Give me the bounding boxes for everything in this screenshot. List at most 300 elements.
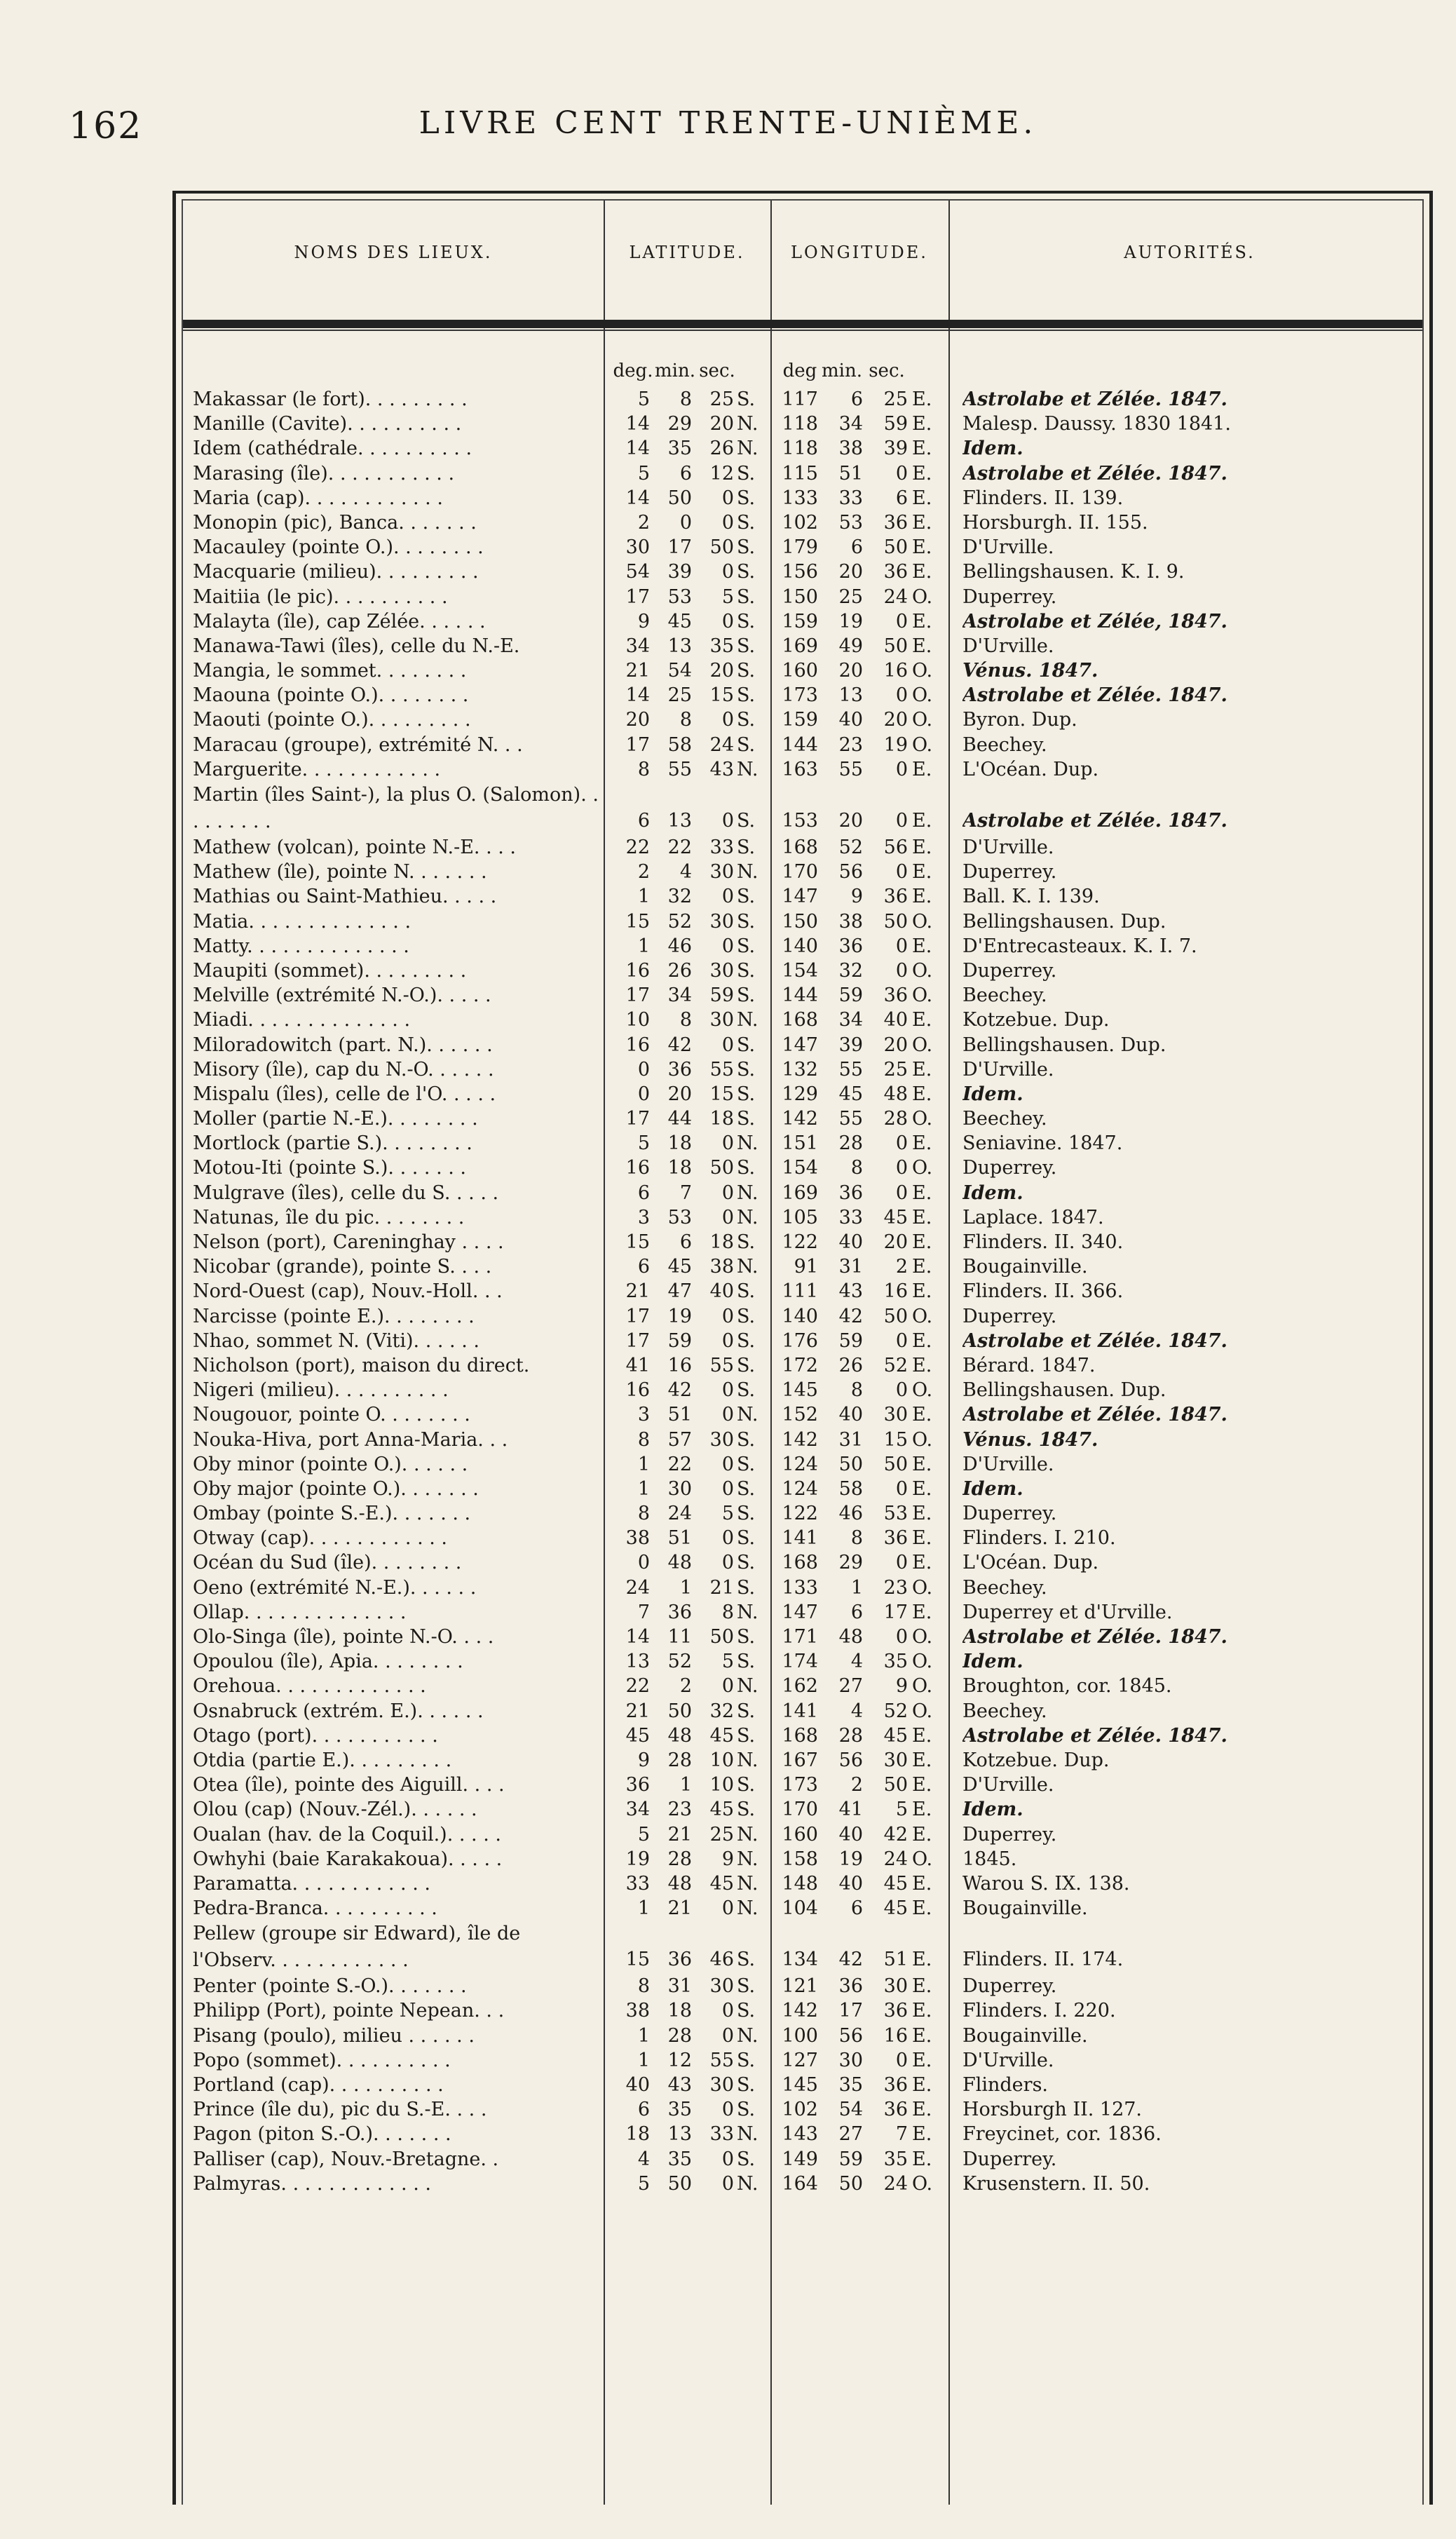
cell-authority: Duperrey. — [962, 1823, 1057, 1846]
cell-lat-sec: 55 — [709, 2049, 734, 2071]
cell-name: Monopin (pic), Banca. . . . . . . — [193, 511, 477, 534]
cell-lon-sec: 0 — [895, 1182, 908, 1204]
cell-lat-deg: 6 — [637, 2099, 650, 2121]
cell-lat-sec: 0 — [721, 1675, 734, 1698]
cell-lat-sec: 5 — [721, 1503, 734, 1525]
cell-lat-hemisphere: N. — [737, 1132, 758, 1155]
cell-lat-min: 47 — [667, 1280, 692, 1303]
cell-lon-min: 31 — [838, 1256, 863, 1278]
table-row — [183, 1254, 1422, 1279]
table-row — [183, 1082, 1422, 1106]
cell-lat-sec: 0 — [721, 886, 734, 908]
table-row — [183, 1748, 1422, 1773]
cell-name: Ollap. . . . . . . . . . . . . . — [193, 1601, 407, 1623]
cell-lon-direction: O. — [912, 1379, 933, 1402]
cell-lon-sec: 0 — [895, 2049, 908, 2071]
cell-lon-sec: 16 — [883, 1280, 908, 1303]
cell-lat-deg: 22 — [625, 1675, 650, 1698]
cell-lat-hemisphere: S. — [737, 1379, 756, 1402]
cell-lat-hemisphere: S. — [737, 1651, 756, 1673]
cell-lon-sec: 36 — [883, 2074, 908, 2096]
table-row — [183, 1452, 1422, 1477]
table-body — [183, 387, 1422, 2196]
table-header — [183, 243, 1422, 271]
cell-authority: Laplace. 1847. — [962, 1206, 1104, 1228]
cell-lon-direction: E. — [912, 511, 932, 534]
cell-lat-deg: 18 — [625, 2123, 650, 2146]
cell-lon-sec: 42 — [883, 1823, 908, 1846]
cell-lon-direction: E. — [912, 1329, 932, 1352]
cell-lat-sec: 0 — [721, 1404, 734, 1426]
cell-lon-min: 36 — [838, 1975, 863, 1998]
cell-lat-hemisphere: N. — [737, 1404, 758, 1426]
cell-authority: Horsburgh II. 127. — [962, 2099, 1143, 2121]
table-row — [183, 835, 1422, 860]
table-row — [183, 1576, 1422, 1600]
cell-lat-deg: 14 — [625, 413, 650, 435]
table-row — [183, 1998, 1422, 2023]
cell-lon-direction: O. — [912, 1305, 933, 1327]
cell-lon-deg: 144 — [782, 733, 818, 756]
cell-name: Marguerite. . . . . . . . . . . . — [193, 758, 441, 780]
cell-lat-min: 18 — [667, 1157, 692, 1179]
table-row — [183, 1699, 1422, 1724]
cell-lat-hemisphere: S. — [737, 1354, 756, 1376]
cell-authority: L'Océan. Dup. — [962, 1552, 1099, 1574]
cell-lon-deg: 122 — [782, 1503, 818, 1525]
cell-lon-deg: 91 — [794, 1256, 818, 1278]
cell-lat-deg: 16 — [625, 1157, 650, 1179]
cell-lat-min: 21 — [667, 1823, 692, 1846]
cell-name: Philipp (Port), pointe Nepean. . . — [193, 2000, 505, 2022]
cell-lon-direction: E. — [912, 1453, 932, 1475]
cell-lon-deg: 100 — [782, 2024, 818, 2047]
cell-lon-deg: 159 — [782, 610, 818, 632]
cell-authority: Bougainville. — [962, 1256, 1088, 1278]
cell-lat-sec: 0 — [721, 1182, 734, 1204]
cell-lon-sec: 15 — [883, 1428, 908, 1451]
cell-lat-min: 50 — [667, 487, 692, 509]
cell-lat-min: 30 — [667, 1477, 692, 1500]
cell-name: Otdia (partie E.). . . . . . . . . — [193, 1749, 452, 1771]
table-row — [183, 1871, 1422, 1896]
table-row — [183, 1477, 1422, 1501]
cell-lat-min: 43 — [667, 2074, 692, 2096]
cell-lon-sec: 28 — [883, 1108, 908, 1130]
cell-lat-sec: 0 — [721, 1453, 734, 1475]
cell-lat-min: 20 — [667, 1083, 692, 1105]
cell-name: Macquarie (milieu). . . . . . . . . — [193, 561, 479, 583]
cell-lat-min: 53 — [667, 1206, 692, 1228]
cell-authority: Flinders. I. 210. — [962, 1527, 1116, 1550]
cell-lat-hemisphere: S. — [737, 935, 756, 957]
cell-name: Oby major (pointe O.). . . . . . . — [193, 1477, 479, 1500]
cell-lon-direction: E. — [912, 1231, 932, 1253]
cell-authority: D'Urville. — [962, 536, 1054, 559]
table-row — [183, 1501, 1422, 1526]
cell-lon-min: 41 — [838, 1799, 863, 1821]
cell-lat-sec: 50 — [709, 1157, 734, 1179]
cell-lat-min: 54 — [667, 660, 692, 682]
cell-lon-min: 38 — [838, 910, 863, 933]
unit-lon-sec: sec. — [869, 360, 905, 381]
cell-lat-sec: 26 — [709, 438, 734, 460]
cell-lon-sec: 7 — [895, 2123, 908, 2146]
cell-lon-deg: 151 — [782, 1132, 818, 1155]
cell-authority: Beechey. — [962, 1108, 1047, 1130]
cell-lat-min: 48 — [667, 1552, 692, 1574]
cell-lat-sec: 45 — [709, 1872, 734, 1895]
cell-lat-min: 7 — [679, 1182, 692, 1204]
cell-name: Mulgrave (îles), celle du S. . . . . — [193, 1182, 499, 1204]
cell-lon-deg: 140 — [782, 1305, 818, 1327]
cell-name: Pagon (piton S.-O.). . . . . . . — [193, 2123, 451, 2146]
cell-lat-sec: 0 — [721, 1206, 734, 1228]
cell-name: Motou-Iti (pointe S.). . . . . . . — [193, 1157, 466, 1179]
unit-lat-sec: sec. — [699, 360, 735, 381]
cell-lon-min: 26 — [838, 1354, 863, 1376]
cell-name: Penter (pointe S.-O.). . . . . . . — [193, 1975, 467, 1998]
table-row — [183, 2172, 1422, 2196]
cell-lat-deg: 24 — [625, 1576, 650, 1599]
cell-lat-hemisphere: S. — [737, 709, 756, 731]
cell-lat-min: 18 — [667, 1132, 692, 1155]
cell-lon-direction: E. — [912, 758, 932, 780]
cell-lat-deg: 0 — [637, 1552, 650, 1574]
table-row — [183, 1550, 1422, 1575]
cell-name: Nigeri (milieu). . . . . . . . . . — [193, 1379, 449, 1402]
cell-lon-deg: 148 — [782, 1872, 818, 1895]
cell-authority: Bellingshausen. Dup. — [962, 1034, 1166, 1056]
cell-lat-deg: 38 — [625, 1527, 650, 1550]
cell-lon-sec: 50 — [883, 635, 908, 657]
cell-lat-hemisphere: S. — [737, 1157, 756, 1179]
table-row — [183, 1773, 1422, 1797]
cell-lat-min: 59 — [667, 1329, 692, 1352]
coordinates-table — [172, 191, 1433, 2505]
cell-lon-min: 55 — [838, 1108, 863, 1130]
table-row — [183, 412, 1422, 436]
cell-lat-sec: 0 — [721, 1897, 734, 1920]
table-row — [183, 535, 1422, 560]
cell-lat-min: 32 — [667, 886, 692, 908]
cell-lon-deg: 153 — [782, 810, 818, 832]
cell-lat-min: 17 — [667, 536, 692, 559]
cell-lon-min: 54 — [838, 2099, 863, 2121]
cell-lon-min: 50 — [838, 1453, 863, 1475]
cell-name: Palmyras. . . . . . . . . . . . . — [193, 2172, 431, 2195]
cell-lon-min: 40 — [838, 1823, 863, 1846]
cell-lon-sec: 56 — [883, 837, 908, 858]
cell-authority: Astrolabe et Zélée. 1847. — [962, 388, 1227, 410]
header-authorities: AUTORITÉS. — [1124, 243, 1256, 262]
cell-lon-deg: 162 — [782, 1675, 818, 1698]
cell-lon-deg: 129 — [782, 1083, 818, 1105]
table-row — [183, 909, 1422, 934]
cell-lon-deg: 170 — [782, 1799, 818, 1821]
cell-lat-sec: 50 — [709, 1626, 734, 1648]
cell-lat-hemisphere: S. — [737, 1058, 756, 1081]
unit-lon-min: min. — [822, 360, 862, 381]
cell-lon-sec: 23 — [883, 1576, 908, 1599]
cell-lat-hemisphere: S. — [737, 837, 756, 858]
cell-lat-sec: 0 — [721, 1034, 734, 1056]
cell-lat-min: 31 — [667, 1975, 692, 1998]
cell-name: Nouka-Hiva, port Anna-Maria. . . — [193, 1428, 508, 1451]
table-row — [183, 1974, 1422, 1998]
cell-name: Macauley (pointe O.). . . . . . . . — [193, 536, 484, 559]
table-row — [183, 860, 1422, 884]
cell-lat-deg: 15 — [625, 1949, 650, 1971]
cell-name: Portland (cap). . . . . . . . . . — [193, 2074, 444, 2096]
table-inner-frame — [182, 199, 1424, 2505]
cell-lon-deg: 156 — [782, 561, 818, 583]
table-row — [183, 2048, 1422, 2073]
cell-lat-sec: 10 — [709, 1749, 734, 1771]
table-row — [183, 1181, 1422, 1205]
cell-lat-min: 44 — [667, 1108, 692, 1130]
cell-lon-direction: E. — [912, 1975, 932, 1998]
cell-lon-sec: 52 — [883, 1354, 908, 1376]
cell-lon-deg: 104 — [782, 1897, 818, 1920]
cell-lat-hemisphere: S. — [737, 810, 756, 832]
cell-lon-min: 20 — [838, 561, 863, 583]
cell-lat-hemisphere: S. — [737, 1231, 756, 1253]
cell-lat-sec: 0 — [721, 561, 734, 583]
cell-lon-direction: E. — [912, 1503, 932, 1525]
cell-lon-sec: 45 — [883, 1872, 908, 1895]
cell-lat-hemisphere: S. — [737, 610, 756, 632]
cell-authority: Flinders. II. 174. — [962, 1949, 1124, 1971]
cell-lon-direction: E. — [912, 861, 932, 883]
cell-lon-sec: 0 — [895, 758, 908, 780]
cell-lon-min: 19 — [838, 1848, 863, 1870]
cell-lat-sec: 5 — [721, 1651, 734, 1673]
cell-lat-min: 50 — [667, 1700, 692, 1722]
cell-lon-sec: 51 — [883, 1949, 908, 1971]
cell-name: Orehoua. . . . . . . . . . . . . — [193, 1675, 426, 1698]
cell-authority: Bougainville. — [962, 1897, 1088, 1920]
cell-lon-deg: 168 — [782, 1724, 818, 1747]
cell-authority: Bellingshausen. Dup. — [962, 910, 1166, 933]
cell-lon-min: 55 — [838, 758, 863, 780]
cell-lat-hemisphere: S. — [737, 684, 756, 707]
cell-lat-min: 22 — [667, 1453, 692, 1475]
cell-lon-deg: 169 — [782, 1182, 818, 1204]
cell-lat-min: 18 — [667, 2000, 692, 2022]
cell-lon-sec: 2 — [895, 1256, 908, 1278]
cell-lat-deg: 40 — [625, 2074, 650, 2096]
cell-name: Moller (partie N.-E.). . . . . . . . — [193, 1108, 478, 1130]
cell-lat-deg: 20 — [625, 709, 650, 731]
cell-lat-hemisphere: N. — [737, 861, 758, 883]
cell-lat-sec: 25 — [709, 1823, 734, 1846]
table-row — [183, 2097, 1422, 2122]
cell-lon-min: 56 — [838, 861, 863, 883]
cell-lat-hemisphere: S. — [737, 1949, 756, 1971]
cell-lon-deg: 149 — [782, 2148, 818, 2170]
cell-lat-sec: 15 — [709, 1083, 734, 1105]
table-row — [183, 609, 1422, 634]
cell-lat-min: 36 — [667, 1601, 692, 1623]
cell-lon-sec: 52 — [883, 1700, 908, 1722]
cell-lat-sec: 30 — [709, 910, 734, 933]
cell-lon-direction: E. — [912, 1601, 932, 1623]
cell-lat-sec: 32 — [709, 1700, 734, 1722]
cell-lon-deg: 154 — [782, 1157, 818, 1179]
cell-lon-min: 4 — [850, 1651, 863, 1673]
cell-lat-deg: 19 — [625, 1848, 650, 1870]
table-row — [183, 634, 1422, 658]
cell-lon-sec: 0 — [895, 1132, 908, 1155]
cell-authority: Bellingshausen. K. I. 9. — [962, 561, 1185, 583]
cell-name: Nhao, sommet N. (Viti). . . . . . — [193, 1329, 479, 1352]
cell-lon-direction: E. — [912, 388, 932, 410]
cell-lon-sec: 6 — [895, 487, 908, 509]
cell-lon-deg: 124 — [782, 1477, 818, 1500]
cell-lat-hemisphere: S. — [737, 388, 756, 410]
cell-lat-deg: 8 — [637, 758, 650, 780]
cell-lon-direction: O. — [912, 1675, 933, 1698]
cell-name: Misory (île), cap du N.-O. . . . . . — [193, 1058, 494, 1081]
cell-lon-sec: 24 — [883, 1848, 908, 1870]
cell-lon-min: 55 — [838, 1058, 863, 1081]
cell-lon-direction: E. — [912, 1749, 932, 1771]
table-row — [183, 1131, 1422, 1156]
cell-lat-sec: 0 — [721, 935, 734, 957]
cell-name: Mathias ou Saint-Mathieu. . . . . — [193, 886, 497, 908]
cell-lat-hemisphere: S. — [737, 1774, 756, 1796]
cell-lat-min: 6 — [679, 1231, 692, 1253]
cell-name: Owhyhi (baie Karakakoua). . . . . — [193, 1848, 503, 1870]
cell-lon-min: 39 — [838, 1034, 863, 1056]
cell-lon-sec: 39 — [883, 438, 908, 460]
table-row — [183, 1822, 1422, 1847]
cell-lat-sec: 40 — [709, 1280, 734, 1303]
cell-lon-deg: 160 — [782, 1823, 818, 1846]
cell-lon-min: 8 — [850, 1157, 863, 1179]
cell-lon-sec: 0 — [895, 935, 908, 957]
cell-lat-deg: 0 — [637, 1083, 650, 1105]
cell-name: Nelson (port), Careninghay . . . . — [193, 1231, 504, 1253]
cell-lat-hemisphere: S. — [737, 1626, 756, 1648]
cell-lon-direction: O. — [912, 733, 933, 756]
cell-lon-direction: O. — [912, 910, 933, 933]
cell-lon-deg: 117 — [782, 388, 818, 410]
cell-lat-hemisphere: S. — [737, 1453, 756, 1475]
cell-authority: Ball. K. I. 139. — [962, 886, 1100, 908]
cell-lat-deg: 1 — [637, 1897, 650, 1920]
cell-lat-deg: 15 — [625, 1231, 650, 1253]
cell-authority: Flinders. I. 220. — [962, 2000, 1116, 2022]
cell-lon-direction: E. — [912, 1132, 932, 1155]
cell-lon-sec: 25 — [883, 1058, 908, 1081]
cell-lon-deg: 154 — [782, 959, 818, 982]
cell-lon-min: 59 — [838, 2148, 863, 2170]
cell-lon-direction: E. — [912, 2000, 932, 2022]
cell-lon-min: 59 — [838, 1329, 863, 1352]
cell-lat-hemisphere: N. — [737, 2024, 758, 2047]
table-row — [183, 486, 1422, 510]
cell-name: Maracau (groupe), extrémité N. . . — [193, 733, 523, 756]
cell-name: Nord-Ouest (cap), Nouv.-Holl. . . — [193, 1280, 503, 1303]
cell-lat-min: 24 — [667, 1503, 692, 1525]
cell-lon-deg: 174 — [782, 1651, 818, 1673]
cell-lat-deg: 0 — [637, 1058, 650, 1081]
cell-lon-deg: 172 — [782, 1354, 818, 1376]
cell-lon-direction: E. — [912, 1799, 932, 1821]
cell-lat-sec: 59 — [709, 984, 734, 1007]
cell-lat-deg: 2 — [637, 511, 650, 534]
cell-lat-min: 8 — [679, 709, 692, 731]
cell-lat-deg: 17 — [625, 585, 650, 608]
cell-lon-deg: 134 — [782, 1949, 818, 1971]
table-row — [183, 2024, 1422, 2048]
cell-lon-sec: 50 — [883, 1453, 908, 1475]
cell-lon-min: 19 — [838, 610, 863, 632]
cell-lon-direction: E. — [912, 1354, 932, 1376]
cell-lat-deg: 17 — [625, 1305, 650, 1327]
cell-lon-min: 49 — [838, 635, 863, 657]
cell-lon-deg: 142 — [782, 2000, 818, 2022]
cell-lat-sec: 0 — [721, 2000, 734, 2022]
cell-lon-direction: E. — [912, 1724, 932, 1747]
table-row — [183, 1205, 1422, 1230]
cell-authority: Byron. Dup. — [962, 709, 1077, 731]
cell-lon-min: 6 — [850, 1897, 863, 1920]
cell-lon-direction: E. — [912, 536, 932, 559]
cell-lon-deg: 147 — [782, 1034, 818, 1056]
cell-lon-min: 27 — [838, 1675, 863, 1698]
cell-authority: Malesp. Daussy. 1830 1841. — [962, 413, 1231, 435]
cell-lat-hemisphere: S. — [737, 635, 756, 657]
cell-lat-min: 25 — [667, 684, 692, 707]
cell-lat-sec: 0 — [721, 2099, 734, 2121]
cell-lon-direction: O. — [912, 1108, 933, 1130]
cell-authority: Kotzebue. Dup. — [962, 1749, 1110, 1771]
cell-lon-direction: O. — [912, 1034, 933, 1056]
cell-name: Maouti (pointe O.). . . . . . . . . — [193, 709, 471, 731]
cell-lon-sec: 30 — [883, 1404, 908, 1426]
cell-authority: Horsburgh. II. 155. — [962, 511, 1148, 534]
cell-name: Prince (île du), pic du S.-E. . . . — [193, 2099, 487, 2121]
cell-lat-min: 52 — [667, 1651, 692, 1673]
cell-lon-min: 34 — [838, 413, 863, 435]
cell-lon-deg: 170 — [782, 861, 818, 883]
cell-lon-min: 50 — [838, 2172, 863, 2195]
table-row — [183, 782, 1422, 835]
cell-lon-direction: E. — [912, 1949, 932, 1971]
unit-lat-min: min. — [655, 360, 695, 381]
cell-lon-direction: O. — [912, 1626, 933, 1648]
cell-lon-deg: 142 — [782, 1108, 818, 1130]
cell-lat-min: 19 — [667, 1305, 692, 1327]
cell-lat-min: 51 — [667, 1527, 692, 1550]
table-row — [183, 707, 1422, 732]
cell-lat-hemisphere: S. — [737, 910, 756, 933]
cell-lon-sec: 0 — [895, 1329, 908, 1352]
cell-lat-min: 51 — [667, 1404, 692, 1426]
cell-name: Pedra-Branca. . . . . . . . . . — [193, 1897, 437, 1920]
unit-lat-deg: deg. — [613, 360, 653, 381]
cell-authority: Duperrey. — [962, 1503, 1057, 1525]
cell-lat-hemisphere: S. — [737, 536, 756, 559]
unit-lon-deg: deg — [782, 360, 817, 381]
cell-lat-sec: 20 — [709, 413, 734, 435]
header-latitude: LATITUDE. — [629, 243, 745, 262]
cell-lat-deg: 17 — [625, 1329, 650, 1352]
cell-lat-min: 35 — [667, 438, 692, 460]
